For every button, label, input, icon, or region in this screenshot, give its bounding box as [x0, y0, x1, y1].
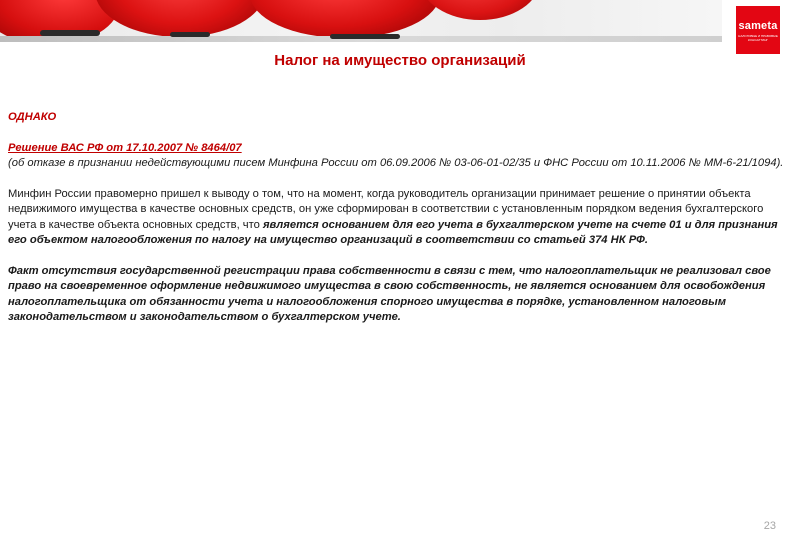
paragraph-conclusion-emphasis: является основанием для его учета в бухгалтерском учете на счете 01 и для признания его объектом налогообложения по налогу на имущество организаций в соответствии со статьей 374 НК РФ.	[8, 218, 778, 247]
slide-body	[8, 110, 792, 326]
company-logo	[736, 6, 780, 54]
paragraph-conclusion-text: Минфин России правомерно пришел к выводу о том, что на момент, когда руководитель организации принимает решение о принятии объекта недвижимого имущества в качестве основных средств, он уже сформирован в соответствии с установленным порядком ведения бухгалтерского учета в качестве объекта основных средств, что	[8, 188, 764, 231]
red-chair-shape	[250, 0, 440, 38]
paragraph-registration: Факт отсутствия государственной регистрации права собственности в связи с тем, что налогоплательщик не реализовал свое право на своевременное оформление недвижимого имущества в свою собственность, не является основанием для освобождения налогоплательщика от обязанности учета и налогообложения спорного имущества в порядке, установленном налоговым законодательством и законодательством о бухгалтерском учете.	[8, 265, 771, 324]
however-heading: ОДНАКО	[8, 111, 57, 123]
slide-title: Налог на имущество организаций	[274, 52, 526, 69]
header-banner-image	[0, 0, 722, 42]
paragraph-conclusion	[8, 187, 792, 249]
red-chair-shape	[420, 0, 540, 20]
logo-tagline: НАЛОГОВЫЕ И ПРАВОВЫЕ КОНСАЛТИНГ	[738, 34, 778, 42]
page-number: 23	[763, 520, 776, 532]
decision-description: (об отказе в признании недействующими писем Минфина России от 06.09.2006 № 03-06-01-02/35 и ФНС России от 10.11.2006 № ММ-6-21/1094).	[8, 157, 784, 170]
chair-base-shape	[170, 32, 210, 37]
chair-base-shape	[40, 30, 100, 36]
logo-word: sameta	[738, 20, 778, 32]
decision-reference: Решение ВАС РФ от 17.10.2007 № 8464/07	[8, 141, 242, 154]
chair-base-shape	[330, 34, 400, 39]
